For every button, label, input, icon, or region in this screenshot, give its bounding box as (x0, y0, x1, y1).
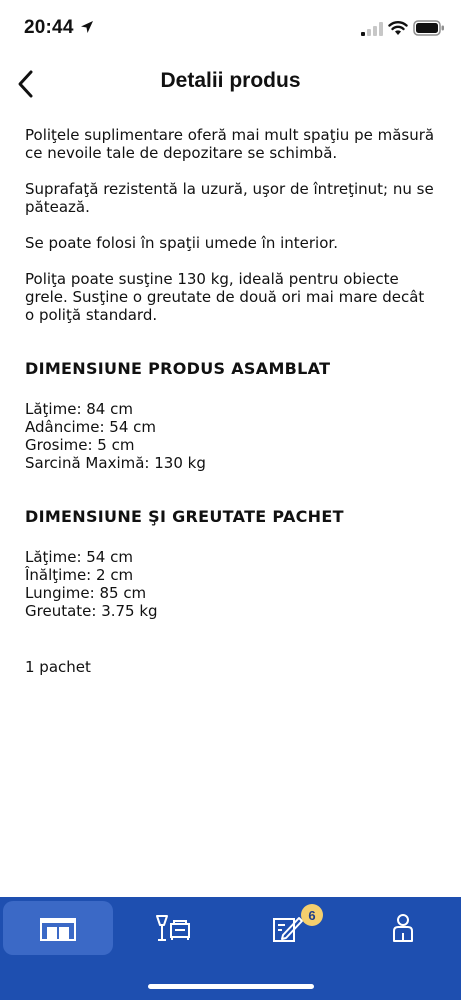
page-title: Detalii produs (160, 69, 301, 92)
tab-shopping-list[interactable] (233, 901, 343, 955)
spec-line: Lăţime: 84 cm (25, 400, 133, 418)
spec-line: Greutate: 3.75 kg (25, 602, 158, 620)
description-paragraph: Poliţa poate susţine 130 kg, ideală pentru obiecte grele. Susţine o greutate de două ori mai mare decât o poliţă standard. (25, 270, 425, 324)
person-icon (391, 913, 415, 943)
spec-line: Adâncime: 54 cm (25, 418, 157, 436)
package-count: 1 pachet (25, 658, 91, 676)
status-bar (0, 0, 461, 56)
list-edit-icon (271, 913, 305, 943)
assembled-dimensions-heading: DIMENSIUNE PRODUS ASAMBLAT (25, 359, 331, 378)
tab-bar (0, 897, 461, 1000)
tab-profile[interactable] (348, 901, 458, 955)
description-paragraph: Poliţele suplimentare oferă mai mult spaţiu pe măsură ce nevoile tale de depozitare se schimbă. (25, 126, 435, 162)
package-dimensions-list (25, 548, 437, 620)
battery-icon (413, 20, 445, 36)
store-icon (39, 915, 77, 941)
product-details (25, 126, 437, 676)
status-time: 20:44 (24, 17, 74, 38)
description-paragraph: Suprafaţă rezistentă la uzură, uşor de întreţinut; nu se pătează. (25, 180, 434, 216)
location-arrow-icon (80, 20, 94, 34)
description-paragraph: Se poate folosi în spaţii umede în interior. (25, 234, 338, 252)
spec-line: Grosime: 5 cm (25, 436, 135, 454)
furniture-icon (154, 914, 192, 942)
package-dimensions-heading: DIMENSIUNE ŞI GREUTATE PACHET (25, 507, 344, 526)
assembled-dimensions-list (25, 400, 437, 472)
spec-line: Înălţime: 2 cm (25, 566, 134, 584)
shopping-list-badge: 6 (301, 904, 323, 926)
page-header (0, 56, 461, 112)
spec-line: Lăţime: 54 cm (25, 548, 133, 566)
home-indicator (148, 984, 314, 989)
spec-line: Lungime: 85 cm (25, 584, 147, 602)
cellular-signal-icon (361, 22, 383, 36)
tab-home[interactable] (3, 901, 113, 955)
spec-line: Sarcină Maximă: 130 kg (25, 454, 206, 472)
wifi-icon (388, 20, 408, 36)
tab-products[interactable] (118, 901, 228, 955)
